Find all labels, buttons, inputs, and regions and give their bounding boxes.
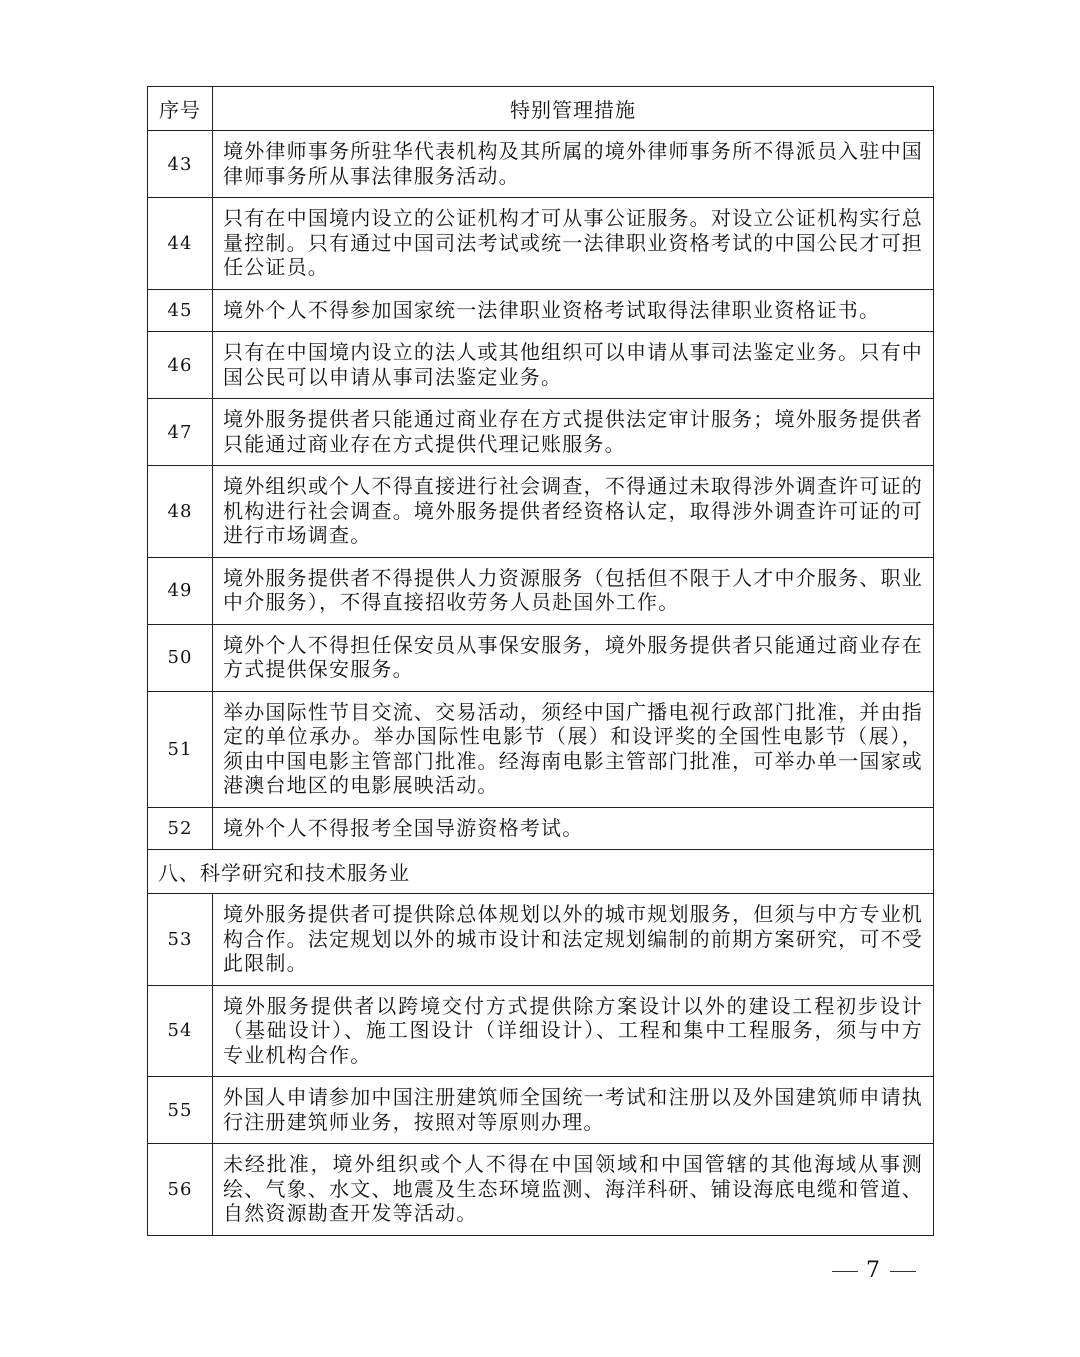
table-row [148,894,934,986]
table-row [148,131,934,198]
row-number: 52 [148,807,213,850]
section-heading-row [148,850,934,894]
column-header-no: 序号 [148,87,213,131]
table-row [148,557,934,624]
table-row [148,198,934,290]
table-row [148,624,934,691]
row-number: 51 [148,691,213,807]
table-header-row [148,87,934,131]
row-measure-text: 境外个人不得担任保安员从事保安服务，境外服务提供者只能通过商业存在方式提供保安服务。 [213,624,934,691]
row-number: 49 [148,557,213,624]
row-measure-text: 境外服务提供者可提供除总体规划以外的城市规划服务，但须与中方专业机构合作。法定规划以外的城市设计和法定规划编制的前期方案研究，可不受此限制。 [213,894,934,986]
table-row [148,807,934,850]
row-number: 48 [148,466,213,558]
row-number: 44 [148,198,213,290]
row-measure-text: 只有在中国境内设立的法人或其他组织可以申请从事司法鉴定业务。只有中国公民可以申请从事司法鉴定业务。 [213,332,934,399]
row-measure-text: 境外服务提供者不得提供人力资源服务（包括但不限于人才中介服务、职业中介服务），不得直接招收劳务人员赴国外工作。 [213,557,934,624]
row-measure-text: 境外服务提供者以跨境交付方式提供除方案设计以外的建设工程初步设计（基础设计）、施工图设计（详细设计）、工程和集中工程服务，须与中方专业机构合作。 [213,985,934,1077]
row-number: 46 [148,332,213,399]
row-number: 53 [148,894,213,986]
table-row [148,1144,934,1236]
row-measure-text: 境外律师事务所驻华代表机构及其所属的境外律师事务所不得派员入驻中国律师事务所从事法律服务活动。 [213,131,934,198]
section-heading: 八、科学研究和技术服务业 [148,850,934,894]
row-number: 54 [148,985,213,1077]
table-row [148,332,934,399]
table-row [148,399,934,466]
row-number: 45 [148,289,213,332]
page-footer [824,1258,924,1283]
row-number: 55 [148,1077,213,1144]
row-number: 43 [148,131,213,198]
row-measure-text: 只有在中国境内设立的公证机构才可从事公证服务。对设立公证机构实行总量控制。只有通过中国司法考试或统一法律职业资格考试的中国公民才可担任公证员。 [213,198,934,290]
table-row [148,466,934,558]
table-row [148,985,934,1077]
row-measure-text: 境外个人不得报考全国导游资格考试。 [213,807,934,850]
row-number: 56 [148,1144,213,1236]
table-row [148,1077,934,1144]
table-row [148,691,934,807]
special-measures-table [147,86,934,1236]
column-header-measure: 特别管理措施 [213,87,934,131]
table-row [148,289,934,332]
row-measure-text: 境外组织或个人不得直接进行社会调查，不得通过未取得涉外调查许可证的机构进行社会调查。境外服务提供者经资格认定，取得涉外调查许可证的可进行市场调查。 [213,466,934,558]
row-measure-text: 外国人申请参加中国注册建筑师全国统一考试和注册以及外国建筑师申请执行注册建筑师业务，按照对等原则办理。 [213,1077,934,1144]
row-number: 50 [148,624,213,691]
row-measure-text: 举办国际性节目交流、交易活动，须经中国广播电视行政部门批准，并由指定的单位承办。举办国际性电影节（展）和设评奖的全国性电影节（展），须由中国电影主管部门批准。经海南电影主管部门批准，可举办单一国家或港澳台地区的电影展映活动。 [213,691,934,807]
row-measure-text: 境外服务提供者只能通过商业存在方式提供法定审计服务；境外服务提供者只能通过商业存在方式提供代理记账服务。 [213,399,934,466]
row-measure-text: 境外个人不得参加国家统一法律职业资格考试取得法律职业资格证书。 [213,289,934,332]
footer-dash-right [890,1271,916,1272]
row-measure-text: 未经批准，境外组织或个人不得在中国领域和中国管辖的其他海域从事测绘、气象、水文、地震及生态环境监测、海洋科研、铺设海底电缆和管道、自然资源勘查开发等活动。 [213,1144,934,1236]
row-number: 47 [148,399,213,466]
footer-dash-left [832,1271,858,1272]
page-number: 7 [866,1258,882,1283]
